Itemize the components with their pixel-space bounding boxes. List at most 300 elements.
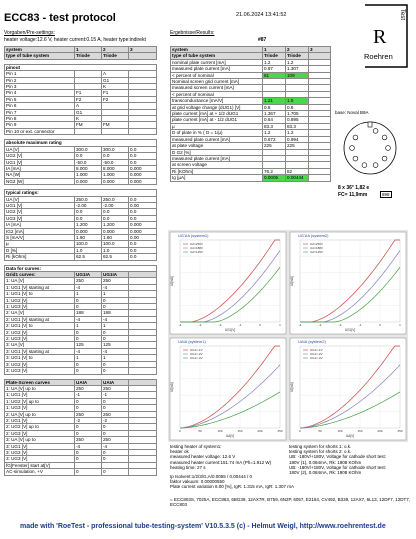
table-row <box>5 469 157 475</box>
table-cell: 0.000 <box>129 178 157 184</box>
table-cell: IG2 [mA] <box>5 228 75 234</box>
table-row <box>5 128 157 134</box>
table-cell: 1: UG1 [V] <box>5 392 75 398</box>
table-cell: 188 <box>102 310 129 316</box>
table-cell: -2.00 <box>102 202 129 208</box>
table-cell: 1.60 <box>75 234 102 240</box>
table-cell: 82 <box>286 168 309 174</box>
note-line: measured heater current:151.74 mA (Ph=1.912 W) <box>170 459 272 465</box>
table-cell: 3: UG1 [V] <box>5 443 75 449</box>
table-cell: nominal plate current [mA] <box>171 59 263 65</box>
table-cell: µ <box>171 123 263 129</box>
presettings-label: Vorgaben/Pre-settings: <box>4 30 55 36</box>
table-row <box>5 254 157 260</box>
table-cell: 1: UA [V] up to <box>5 385 75 391</box>
table-cell: Triode <box>102 53 129 59</box>
x-tick-label: 1 <box>279 323 281 327</box>
table-cell: 0 <box>75 297 102 303</box>
table-cell: 1: UG2 [V] up to <box>5 398 75 404</box>
table-cell: 2 <box>286 47 309 53</box>
table-cell: 0 <box>75 304 102 310</box>
table-cell: Triode <box>286 53 309 59</box>
table-cell: 3: UG1 [V] to <box>5 355 75 361</box>
table-cell: NG2 [W] <box>5 178 75 184</box>
table-cell: K <box>75 116 102 122</box>
table-cell: -4 <box>102 348 129 354</box>
table-cell: 0.0 <box>102 153 129 159</box>
page-title: ECC83 - test protocol <box>4 12 116 24</box>
table-cell: -4 <box>75 316 102 322</box>
table-cell: 1 <box>102 355 129 361</box>
table-cell: < percent of nominal <box>171 72 263 78</box>
table-cell: at plate voltage <box>171 143 263 149</box>
table-cell: 2: UG1 [V] to <box>5 323 75 329</box>
table-section-label: pinout <box>5 64 157 70</box>
note-line: testing system for shorts 1: o.k. <box>289 444 352 449</box>
table-cell: Pin 9 <box>5 122 75 128</box>
table-cell: 250 <box>102 411 129 417</box>
table-cell: 3: UG2 [V] <box>5 449 75 455</box>
left-main-table <box>4 46 157 60</box>
table-cell: 0 <box>102 398 129 404</box>
table-cell: 0.00 <box>129 202 157 208</box>
table-cell: 1: UG3 [V] <box>5 304 75 310</box>
table-cell: 0.000 <box>102 228 129 234</box>
table-cell: 1 <box>75 355 102 361</box>
logo-r-glyph: R <box>373 26 387 48</box>
table-cell: 0.000 <box>129 172 157 178</box>
table-cell: F1 <box>75 90 102 96</box>
table-cell: measured plate current [mA] <box>171 66 263 72</box>
table-cell: -1 <box>75 392 102 398</box>
table-cell: Pin 8 <box>5 116 75 122</box>
table-cell: 0.0 <box>129 241 157 247</box>
pinout-table <box>4 64 157 135</box>
table-cell: 0 <box>102 469 129 475</box>
table-cell: NA [W] <box>5 172 75 178</box>
note-line: 180V (2), 0.084mA, Rk: 1908 KOhm <box>289 470 362 476</box>
table-cell: 3: UG1 [V] starting at <box>5 348 75 354</box>
table-cell: 0 <box>75 469 102 475</box>
table-cell: 0.000 <box>75 178 102 184</box>
table-row <box>5 368 157 374</box>
base-pin <box>362 163 367 168</box>
x-tick-label: 50 <box>198 429 202 433</box>
x-tick-label: 100 <box>217 429 223 433</box>
note-line: heating time: 27 s <box>170 464 206 470</box>
results-label: Ergebnisse/Results: <box>170 30 215 36</box>
table-cell: 0 <box>75 398 102 404</box>
table-cell: 0.895 <box>286 117 309 123</box>
chart-panel <box>170 232 286 334</box>
table-cell: 1.60 <box>102 234 129 240</box>
table-cell: 1.0 <box>75 247 102 253</box>
base-label: base: Noval B9A <box>335 110 369 115</box>
table-cell: UA [V] <box>5 146 75 152</box>
chart-panel <box>170 338 286 440</box>
table-cell: D of plate in % ( D = 1/µ) <box>171 130 263 136</box>
x-tick-label: 0 <box>179 429 181 433</box>
left-tables <box>4 46 156 476</box>
vacuum-notes <box>170 474 410 490</box>
table-cell: Ri [kOhm] <box>5 254 75 260</box>
table-cell: 3: UG3 [V] <box>5 456 75 462</box>
chart-title: UG1IA (system1) <box>178 233 209 238</box>
note-line: Plate current variation 6.00 [%], IgR: 1.315 mA, IgR: 1.307 mA <box>170 484 295 490</box>
table-cell: system <box>171 47 263 53</box>
table-cell: 0.0 <box>129 153 157 159</box>
table-cell: plate current [mA] at - 1/2 dUG1 <box>171 117 263 123</box>
table-cell: 0 <box>102 336 129 342</box>
table-cell: 125 <box>102 342 129 348</box>
table-cell: 125 <box>75 342 102 348</box>
table-cell: 0 <box>75 424 102 430</box>
x-tick-label: -2 <box>218 323 222 327</box>
table-cell: 0 <box>102 329 129 335</box>
table-cell <box>309 175 331 181</box>
table-cell: 1.2 <box>286 130 309 136</box>
table-cell: 0.0 <box>129 254 157 260</box>
table-cell: 0.0 <box>129 247 157 253</box>
note-line: testing system for shorts 2: o.k. <box>289 449 352 455</box>
x-tick-label: 250 <box>277 429 283 433</box>
table-cell: F2 <box>102 96 129 102</box>
table-cell: 1.21 <box>263 98 286 104</box>
table-cell: 1: UG2 [V] <box>5 297 75 303</box>
table-cell: -4 <box>102 284 129 290</box>
base-pin <box>353 135 358 140</box>
legend-entry: UG1=-2V <box>190 352 203 356</box>
table-cell: 0 <box>102 449 129 455</box>
table-cell: Triode <box>263 53 286 59</box>
curve-charts <box>168 230 408 442</box>
table-cell: 0 <box>102 304 129 310</box>
note-line: testing heater of system1: <box>170 444 222 449</box>
table-cell: plate current [mA] at + 1/2 dUG1 <box>171 111 263 117</box>
legend-entry: UG1=-4V <box>310 356 323 360</box>
table-cell: 0 <box>75 336 102 342</box>
chart-panel <box>290 338 406 440</box>
table-section-label: Data for curves: <box>5 265 157 271</box>
legend-entry: UA=125V <box>190 250 203 254</box>
chart-title: UG1IA (system2) <box>298 233 329 238</box>
base-pin <box>373 163 378 168</box>
table-cell: 3 <box>129 47 157 53</box>
legend-entry: UA=125V <box>310 250 323 254</box>
tube-id: #87 <box>258 37 267 43</box>
note-line: measured heater voltage: 12.6 V <box>170 454 236 460</box>
table-cell: 0.0 <box>75 153 102 159</box>
curves-table <box>4 265 157 375</box>
table-cell: at grid voltage change (dUG1) [V] <box>171 104 263 110</box>
table-cell: 250 <box>75 385 102 391</box>
table-cell: -4 <box>75 443 102 449</box>
table-cell: 1.2 <box>286 59 309 65</box>
note-line: UB: -180V/+180V, Voltage for cathode short test: <box>289 464 387 470</box>
table-cell: 1.2 <box>263 130 286 136</box>
table-cell: 2: UG3 [V] <box>5 336 75 342</box>
table-cell: 1.200 <box>75 222 102 228</box>
table-cell: UAIA <box>102 379 129 385</box>
table-cell: 2: UG2 [V] <box>5 329 75 335</box>
table-cell: fG[Fenster] start at[V] <box>5 462 75 468</box>
table-cell <box>129 53 157 59</box>
table-cell: D G2 [%] <box>171 149 263 155</box>
table-cell: measured plate current [mA] <box>171 136 263 142</box>
table-cell: 0 <box>75 456 102 462</box>
chart-title: UAIA (system1) <box>178 339 206 344</box>
table-cell: measured plate current [mA] <box>171 155 263 161</box>
table-cell: -1 <box>102 392 129 398</box>
x-tick-label: -4 <box>298 323 302 327</box>
table-cell: 2: UA [V] <box>5 310 75 316</box>
table-cell: IA [mA] <box>5 222 75 228</box>
table-cell: F1 <box>102 90 129 96</box>
table-cell: 0.000 <box>129 228 157 234</box>
x-tick-label: -3 <box>198 323 202 327</box>
table-cell: 3: UA [V] <box>5 342 75 348</box>
table-cell: 1: UA [V] <box>5 278 75 284</box>
legend-entry: UG1=-2V <box>310 352 323 356</box>
table-cell: at screen voltage <box>171 162 263 168</box>
table-cell: 0.8 <box>286 104 309 110</box>
table-cell: FM <box>102 122 129 128</box>
table-cell: 250 <box>75 411 102 417</box>
table-cell: 3: UA [V] up to <box>5 437 75 443</box>
typical-table <box>4 189 157 260</box>
table-cell: Triode <box>75 53 102 59</box>
table-cell: 300.0 <box>75 146 102 152</box>
table-cell: 2: UA [V] up to <box>5 411 75 417</box>
table-cell: 0 <box>102 405 129 411</box>
table-cell: 0 <box>75 329 102 335</box>
table-cell: -2 <box>102 417 129 423</box>
absmax-table <box>4 139 157 185</box>
presettings-text: heater voltage:12.6 V, heater current:0.15 A, heater type:indirekt <box>4 37 146 43</box>
table-cell: 0 <box>75 361 102 367</box>
dims-text-2: FC= 11,9mm <box>338 192 368 198</box>
table-cell: 1.200 <box>102 222 129 228</box>
table-cell: 62.5 <box>75 254 102 260</box>
chart-panel <box>290 232 406 334</box>
table-cell: 0.000 <box>75 228 102 234</box>
chart-title: UAIA (system2) <box>298 339 326 344</box>
x-tick-label: 100 <box>337 429 343 433</box>
table-cell <box>129 128 157 134</box>
table-cell: 1.5 <box>286 98 309 104</box>
x-tick-label: 200 <box>257 429 263 433</box>
table-cell: µ <box>5 241 75 247</box>
y-axis-label: IA[mA] <box>170 276 174 286</box>
table-cell: Pin 3 <box>5 84 75 90</box>
table-cell: 225 <box>263 143 286 149</box>
table-cell: IA [mA] <box>5 165 75 171</box>
table-cell: 0.0 <box>75 209 102 215</box>
table-cell: Nominal screen grid current [mA] <box>171 79 263 85</box>
table-cell: 0 <box>75 405 102 411</box>
footer-credit: made with 'RoeTest - professional tube-testing-system' V10.5.3.5 (c) - Helmut Weigl, http://www.roehrentest.de <box>20 523 386 530</box>
table-cell: 3: UG2 [V] <box>5 361 75 367</box>
heater-notes <box>170 444 288 470</box>
table-cell: measured screen current [mA] <box>171 85 263 91</box>
table-cell: 1 <box>75 291 102 297</box>
legend-entry: UA=188V <box>310 246 323 250</box>
table-cell: 83.3 <box>286 123 309 129</box>
table-cell: 0.8 <box>263 104 286 110</box>
table-cell: 8.000 <box>75 165 102 171</box>
charts-area <box>168 230 408 442</box>
legend-entry: UA=250V <box>190 242 203 246</box>
table-cell: 0.64 <box>263 117 286 123</box>
table-cell: 250 <box>75 437 102 443</box>
table-cell: D [%] <box>5 247 75 253</box>
legend-entry: UA=188V <box>190 246 203 250</box>
table-cell: transconductance [mA/V] <box>171 98 263 104</box>
table-cell: G1 <box>102 77 129 83</box>
table-cell: 1: UG1 [V] starting at <box>5 284 75 290</box>
table-cell: 2: UG1 [V] <box>5 417 75 423</box>
table-cell: 250 <box>102 385 129 391</box>
table-cell: 2: UG3 [V] <box>5 430 75 436</box>
table-cell: 225 <box>286 143 309 149</box>
x-tick-label: 150 <box>357 429 363 433</box>
x-axis-label: UA[V] <box>225 434 235 438</box>
legend-entry: UG1=-1V <box>190 348 203 352</box>
table-cell: UG1IA <box>102 272 129 278</box>
base-pin <box>382 156 387 161</box>
table-cell: 100.0 <box>102 241 129 247</box>
table-cell: 250 <box>102 437 129 443</box>
table-cell: 2: UG1 [V] starting at <box>5 316 75 322</box>
table-cell: 0.000 <box>129 165 157 171</box>
base-pin <box>382 135 387 140</box>
table-cell: Plate-Screen curves <box>5 379 75 385</box>
table-cell: 0 <box>102 368 129 374</box>
note-line: heater ok <box>170 449 189 455</box>
x-tick-label: -2 <box>338 323 342 327</box>
x-tick-label: 0 <box>299 429 301 433</box>
table-cell: 0 <box>75 430 102 436</box>
base-pin <box>373 128 378 133</box>
table-cell <box>129 368 157 374</box>
table-cell: 3 <box>309 47 331 53</box>
table-cell: 250.0 <box>102 196 129 202</box>
table-row <box>171 175 331 181</box>
table-row <box>5 178 157 184</box>
table-cell: 0 <box>102 456 129 462</box>
table-cell: 0.97 <box>263 66 286 72</box>
table-cell: 1 <box>102 291 129 297</box>
table-cell: UG1IA <box>75 272 102 278</box>
table-cell: 1.307 <box>286 66 309 72</box>
note-line: UB: -180V/+180V, Voltage for cathode short test: <box>289 454 387 460</box>
table-cell: Ri [KOhm] <box>171 168 263 174</box>
table-cell: -4 <box>102 316 129 322</box>
table-cell: UG1 [V] <box>5 202 75 208</box>
plate-table <box>4 379 157 476</box>
table-cell: 76.2 <box>263 168 286 174</box>
table-cell: 0.0 <box>102 215 129 221</box>
shorts-notes <box>289 444 413 475</box>
table-cell: 2 <box>102 47 129 53</box>
table-cell: 0.00 <box>129 234 157 240</box>
table-cell: -50.0 <box>102 159 129 165</box>
table-cell: F2 <box>75 96 102 102</box>
table-cell: Grid1 curves: <box>5 272 75 278</box>
table-cell: AC-simulation, +V <box>5 469 75 475</box>
table-cell: 0.0 <box>129 209 157 215</box>
table-cell: Pin 6 <box>5 103 75 109</box>
x-axis-label: UG1[V] <box>224 328 236 332</box>
results-table <box>170 46 331 182</box>
x-tick-label: -4 <box>178 323 182 327</box>
y-axis-label: IA[mA] <box>290 276 294 286</box>
table-cell: 0 <box>75 368 102 374</box>
y-axis-label: IA[mA] <box>290 382 294 392</box>
table-cell: 100.0 <box>75 241 102 247</box>
table-cell: Pin 1 <box>5 71 75 77</box>
table-cell: 0 <box>75 449 102 455</box>
table-cell: 0.0 <box>129 196 157 202</box>
table-cell: -50.0 <box>75 159 102 165</box>
table-cell: 1: UG3 [V] <box>5 405 75 411</box>
table-cell: 0.0 <box>129 159 157 165</box>
table-cell: 1: UG1 [V] to <box>5 291 75 297</box>
table-cell: 0.000 <box>102 178 129 184</box>
table-cell: UG3 [V] <box>5 215 75 221</box>
table-cell: 62.5 <box>102 254 129 260</box>
table-cell: 1.705 <box>286 111 309 117</box>
table-cell: 3: UG3 [V] <box>5 368 75 374</box>
x-tick-label: 200 <box>377 429 383 433</box>
table-cell: 1 <box>102 323 129 329</box>
x-tick-label: -3 <box>318 323 322 327</box>
table-cell: 0.0 <box>129 215 157 221</box>
table-cell: 8.000 <box>102 165 129 171</box>
table-cell: 0 <box>102 430 129 436</box>
table-cell: Pin 4 <box>5 90 75 96</box>
table-cell <box>102 128 129 134</box>
table-cell: 1.2 <box>263 59 286 65</box>
table-cell: Pin 2 <box>5 77 75 83</box>
table-cell: UAIA <box>75 379 102 385</box>
table-cell: 0.0005 <box>263 175 286 181</box>
table-row <box>5 53 157 59</box>
x-tick-label: -1 <box>358 323 362 327</box>
roehrentest-logo <box>361 3 411 69</box>
table-cell: 83.3 <box>263 123 286 129</box>
table-cell: Pin 10 or ext. connector <box>5 128 75 134</box>
table-cell: 2: UG2 [V] up to <box>5 424 75 430</box>
table-cell: 0.672 <box>263 136 286 142</box>
table-cell <box>75 128 102 134</box>
table-cell: 109 <box>286 72 309 78</box>
table-cell: Pin 5 <box>5 96 75 102</box>
table-cell: 0.00444 <box>286 175 309 181</box>
table-cell: 1 <box>75 323 102 329</box>
note-line: Ip Isolvent:1/2/3/G,A/0.0055 / 0.00444 / 0 <box>170 474 253 479</box>
table-cell: 1 <box>263 47 286 53</box>
table-cell: UG2 [V] <box>5 209 75 215</box>
table-cell: 81 <box>263 72 286 78</box>
table-cell: G1 <box>75 109 102 115</box>
table-cell: 300.0 <box>102 146 129 152</box>
table-section-label: absolute maximum rating <box>5 140 157 146</box>
table-cell: -2 <box>75 417 102 423</box>
table-cell: 0 <box>102 361 129 367</box>
base-pin <box>350 146 355 151</box>
table-cell: S [mA/V] <box>5 234 75 240</box>
